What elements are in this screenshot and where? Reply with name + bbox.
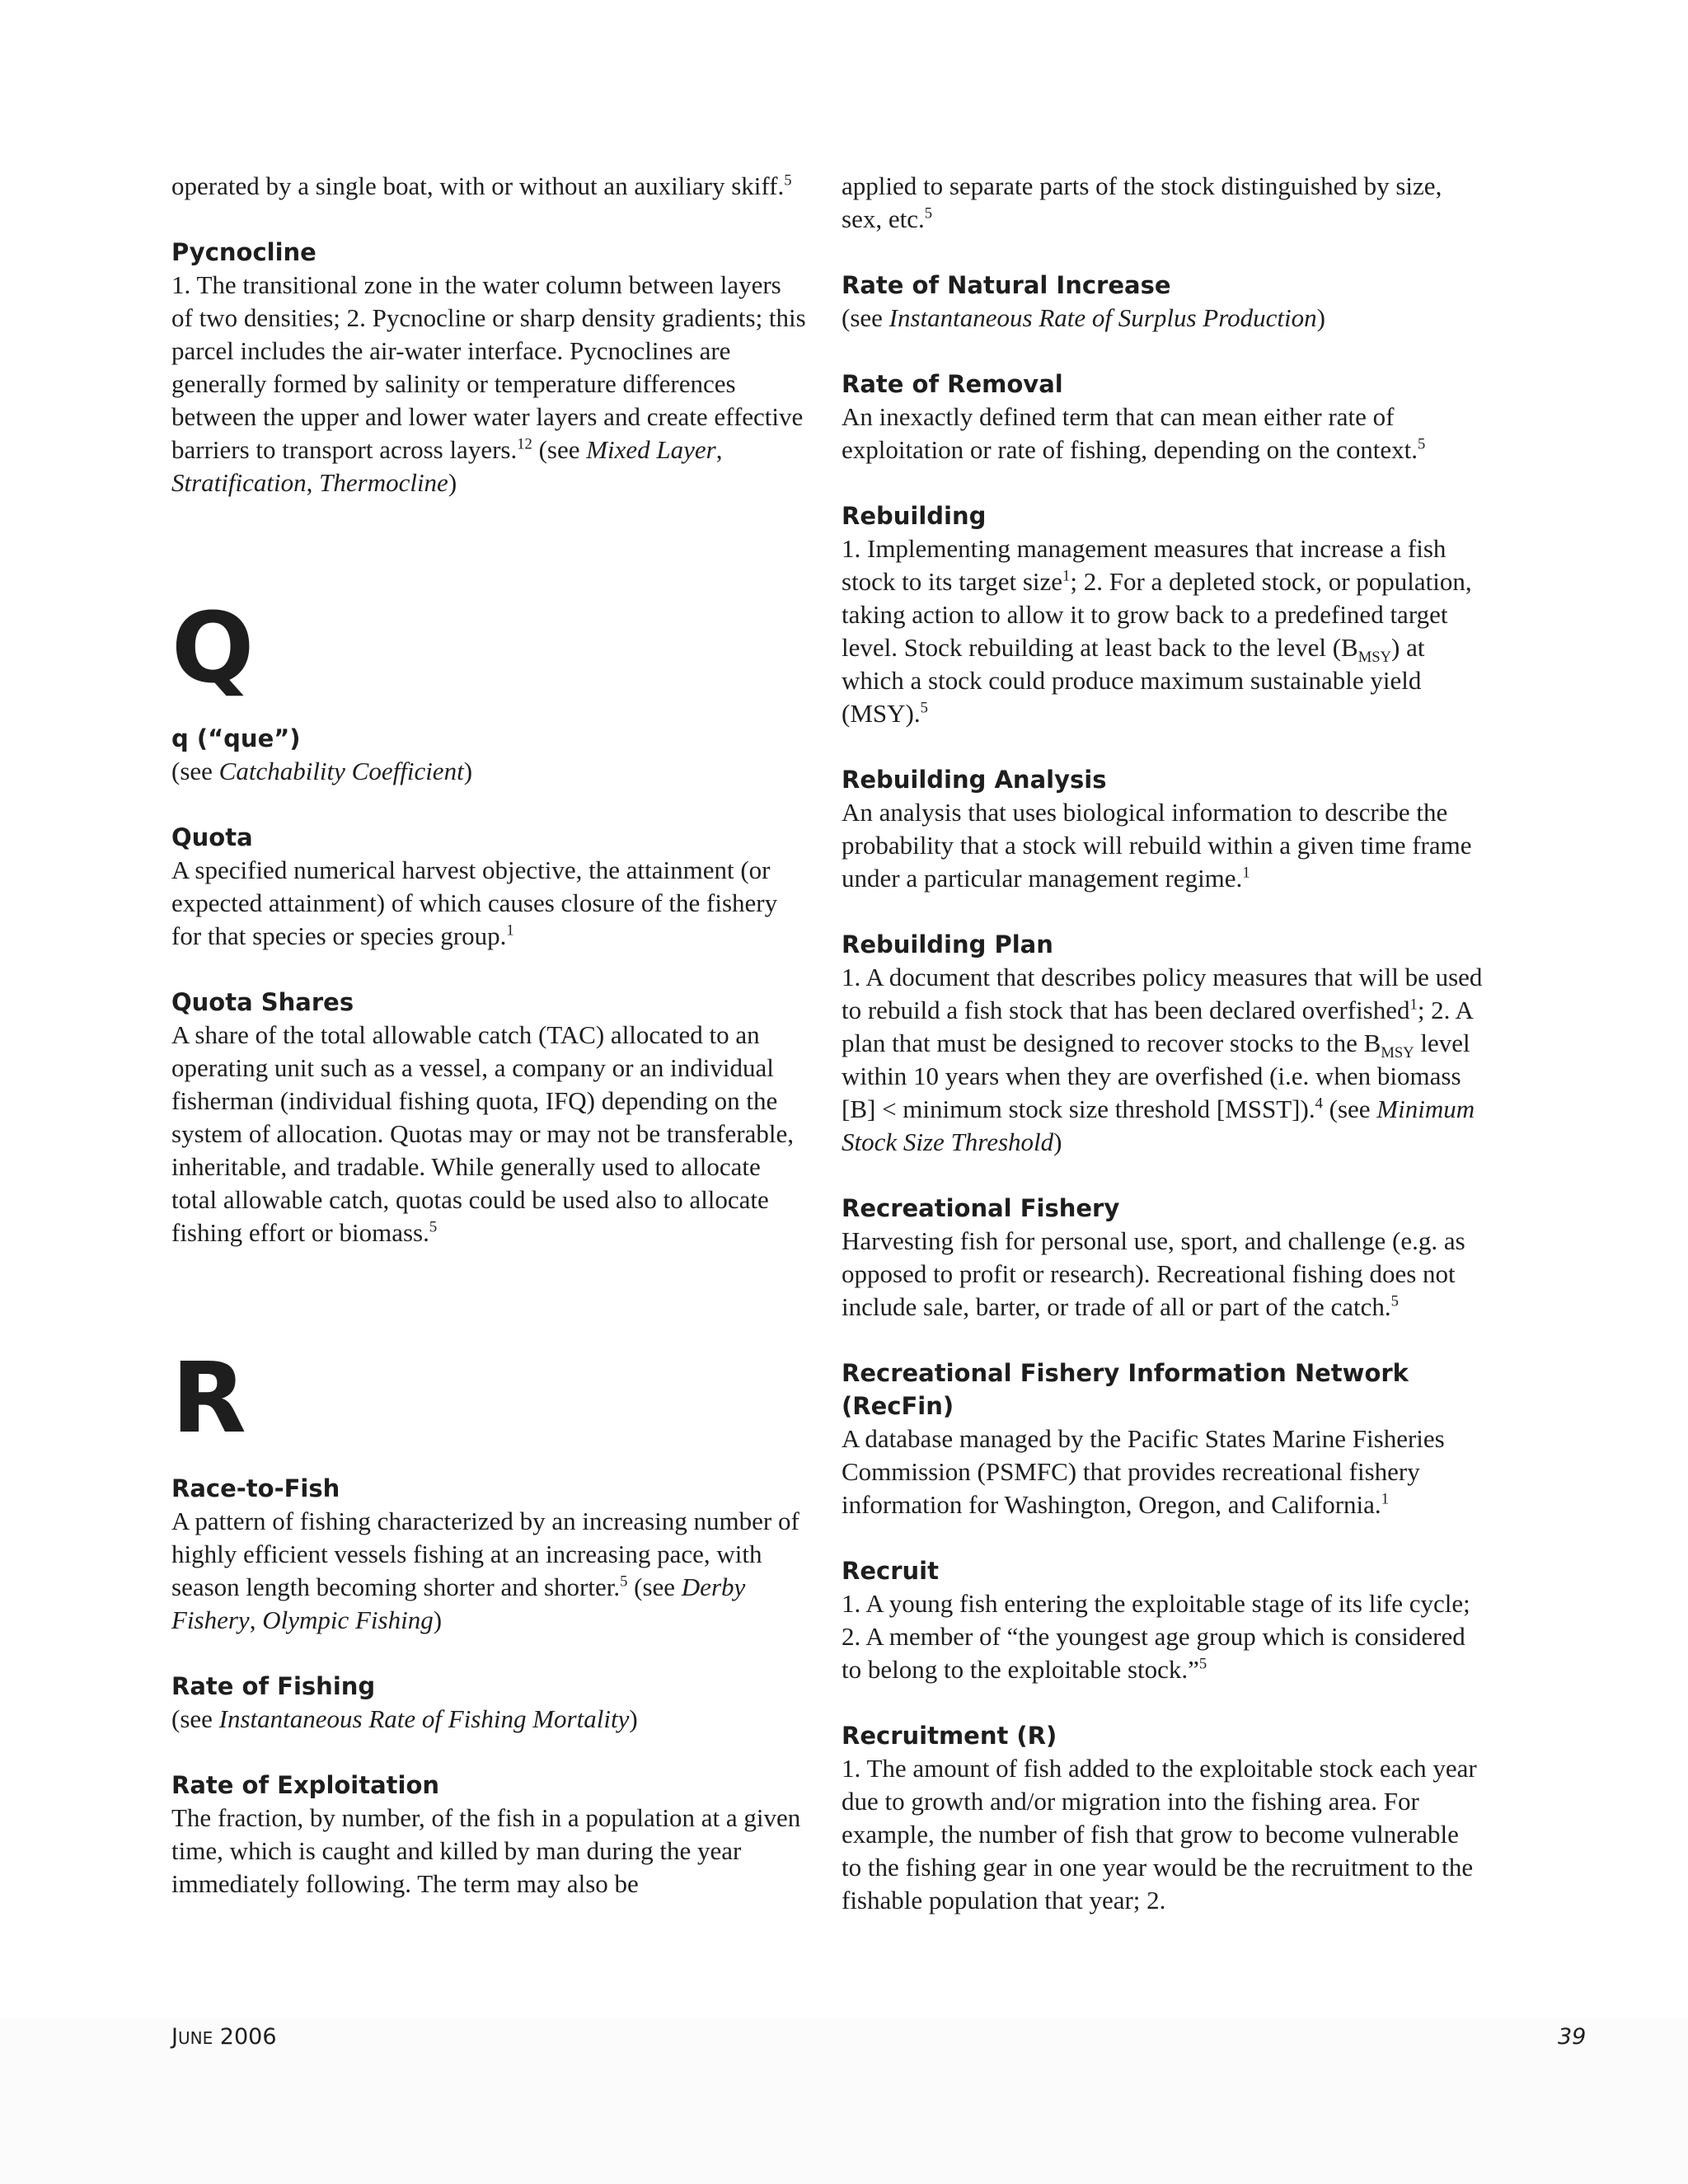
entry-quota-shares (171, 986, 806, 1249)
entry-recfin (842, 1357, 1484, 1521)
definition: The fraction, by number, of the fish in a population at a given time, which is caught and killed by man during the year immediately following. The term may also be (171, 1803, 801, 1898)
definition: A pattern of fishing characterized by an increasing number of highly efficient vessels fishing at an increasing pace, with season length becoming shorter and shorter.$^5$ (see Derby Fishery, Olympic Fishing) (171, 1507, 799, 1634)
entry-rebuilding (842, 499, 1484, 730)
term-heading: Recreational Fishery (842, 1194, 1120, 1222)
definition: (see Catchability Coefficient) (171, 757, 473, 785)
term-heading: Recruit (842, 1557, 939, 1585)
entry-race-to-fish (171, 1472, 806, 1637)
term-heading: Race-to-Fish (171, 1474, 340, 1502)
left-column (171, 170, 806, 1933)
term-heading: Quota Shares (171, 988, 354, 1016)
section-letter-q: Q (171, 591, 255, 705)
entry-recruit (842, 1554, 1484, 1686)
entry-rate-of-natural-increase (842, 269, 1484, 335)
term-heading: Pycnocline (171, 238, 316, 266)
term-heading: Recruitment (R) (842, 1722, 1057, 1750)
entry-q (171, 722, 806, 788)
right-column (842, 170, 1484, 1950)
definition: A database managed by the Pacific States Marine Fisheries Commission (PSMFC) that provides recreational fishery information for Washington, Oregon, and California.$^1$ (842, 1424, 1445, 1519)
entry-recruitment (842, 1719, 1484, 1917)
entry-pycnocline (171, 236, 806, 499)
term-heading: Rate of Fishing (171, 1672, 376, 1700)
entry-rate-of-removal (842, 368, 1484, 466)
definition: (see Instantaneous Rate of Surplus Production) (842, 303, 1325, 332)
entry-recreational-fishery (842, 1192, 1484, 1324)
page-number: 39 (1558, 2024, 1587, 2050)
entry-rebuilding-plan (842, 928, 1484, 1159)
definition: 1. A document that describes policy measures that will be used to rebuild a fish stock that has been declared overfished$^1$; 2. A plan that must be designed to recover stocks to the $B_{MSY}$ level within 10 years when they are overfished (i.e. when biomass [B] < minimum stock size threshold [MSST]).$^4$ (see Minimum Stock Size Threshold) (842, 963, 1483, 1156)
entry-rate-of-exploitation (171, 1769, 806, 1900)
term-heading: Rate of Exploitation (171, 1771, 440, 1799)
term-heading: Rebuilding (842, 502, 987, 530)
definition: A share of the total allowable catch (TAC) allocated to an operating unit such as a vessel, a company or an individual fisherman (individual fishing quota, IFQ) depending on the system of allocation. Quotas may or may not be transferable, inheritable, and tradable. While generally used to allocate total allowable catch, quotas could be used also to allocate fishing effort or biomass.$^5$ (171, 1020, 794, 1247)
term-heading: Rebuilding Analysis (842, 766, 1107, 794)
term-heading: q (“que”) (171, 724, 301, 752)
definition: 1. The amount of fish added to the exploitable stock each year due to growth and/or migration into the fishing area. For example, the number of fish that grow to become vulnerable to the fishing gear in one year would be the recruitment to the fishable population that year; 2. (842, 1754, 1477, 1915)
definition: applied to separate parts of the stock distinguished by size, sex, etc.$^5$ (842, 171, 1442, 233)
term-heading: Rate of Natural Increase (842, 271, 1171, 299)
definition: 1. Implementing management measures that increase a fish stock to its target size$^1$; 2. For a depleted stock, or population, taking action to allow it to grow back to a predefined target level. Stock rebuilding at least back to the level $(B_{MSY})$ at which a stock could produce maximum sustainable yield (MSY).$^5$ (842, 534, 1472, 728)
definition: An analysis that uses biological information to describe the probability that a stock will rebuild within a given time frame under a particular management regime.$^1$ (842, 798, 1472, 893)
term-heading: Quota (171, 823, 253, 851)
entry-continuation-right (842, 170, 1484, 236)
definition: An inexactly defined term that can mean either rate of exploitation or rate of fishing, depending on the context.$^5$ (842, 402, 1426, 464)
term-heading: Rate of Removal (842, 370, 1063, 398)
footer-date: JUNE 2006 (171, 2024, 277, 2050)
definition: Harvesting fish for personal use, sport, and challenge (e.g. as opposed to profit or research). Recreational fishing does not include sale, barter, or trade of all or part of the catch.$^5$ (842, 1226, 1465, 1321)
entry-quota (171, 821, 806, 953)
definition: (see Instantaneous Rate of Fishing Mortality) (171, 1704, 638, 1733)
entry-continuation-left (171, 170, 806, 203)
definition: A specified numerical harvest objective, the attainment (or expected attainment) of which causes closure of the fishery for that species or species group.$^1$ (171, 855, 778, 950)
entry-rebuilding-analysis (842, 763, 1484, 895)
definition: operated by a single boat, with or without an auxiliary skiff.$^5$ (171, 171, 792, 200)
entry-rate-of-fishing (171, 1670, 806, 1736)
definition: 1. A young fish entering the exploitable stage of its life cycle; 2. A member of “the youngest age group which is considered to belong to the exploitable stock.”$^5$ (842, 1589, 1470, 1684)
definition: 1. The transitional zone in the water column between layers of two densities; 2. Pycnocline or sharp density gradients; this parcel includes the air-water interface. Pycnoclines are generally formed by salinity or temperature differences between the upper and lower water layers and create effective barriers to transport across layers.$^{12}$ (see Mixed Layer, Stratification, Thermocline) (171, 270, 806, 497)
section-letter-r: R (171, 1341, 246, 1455)
term-heading: Rebuilding Plan (842, 930, 1053, 958)
term-heading: Recreational Fishery Information Network (RecFin) (842, 1359, 1409, 1420)
